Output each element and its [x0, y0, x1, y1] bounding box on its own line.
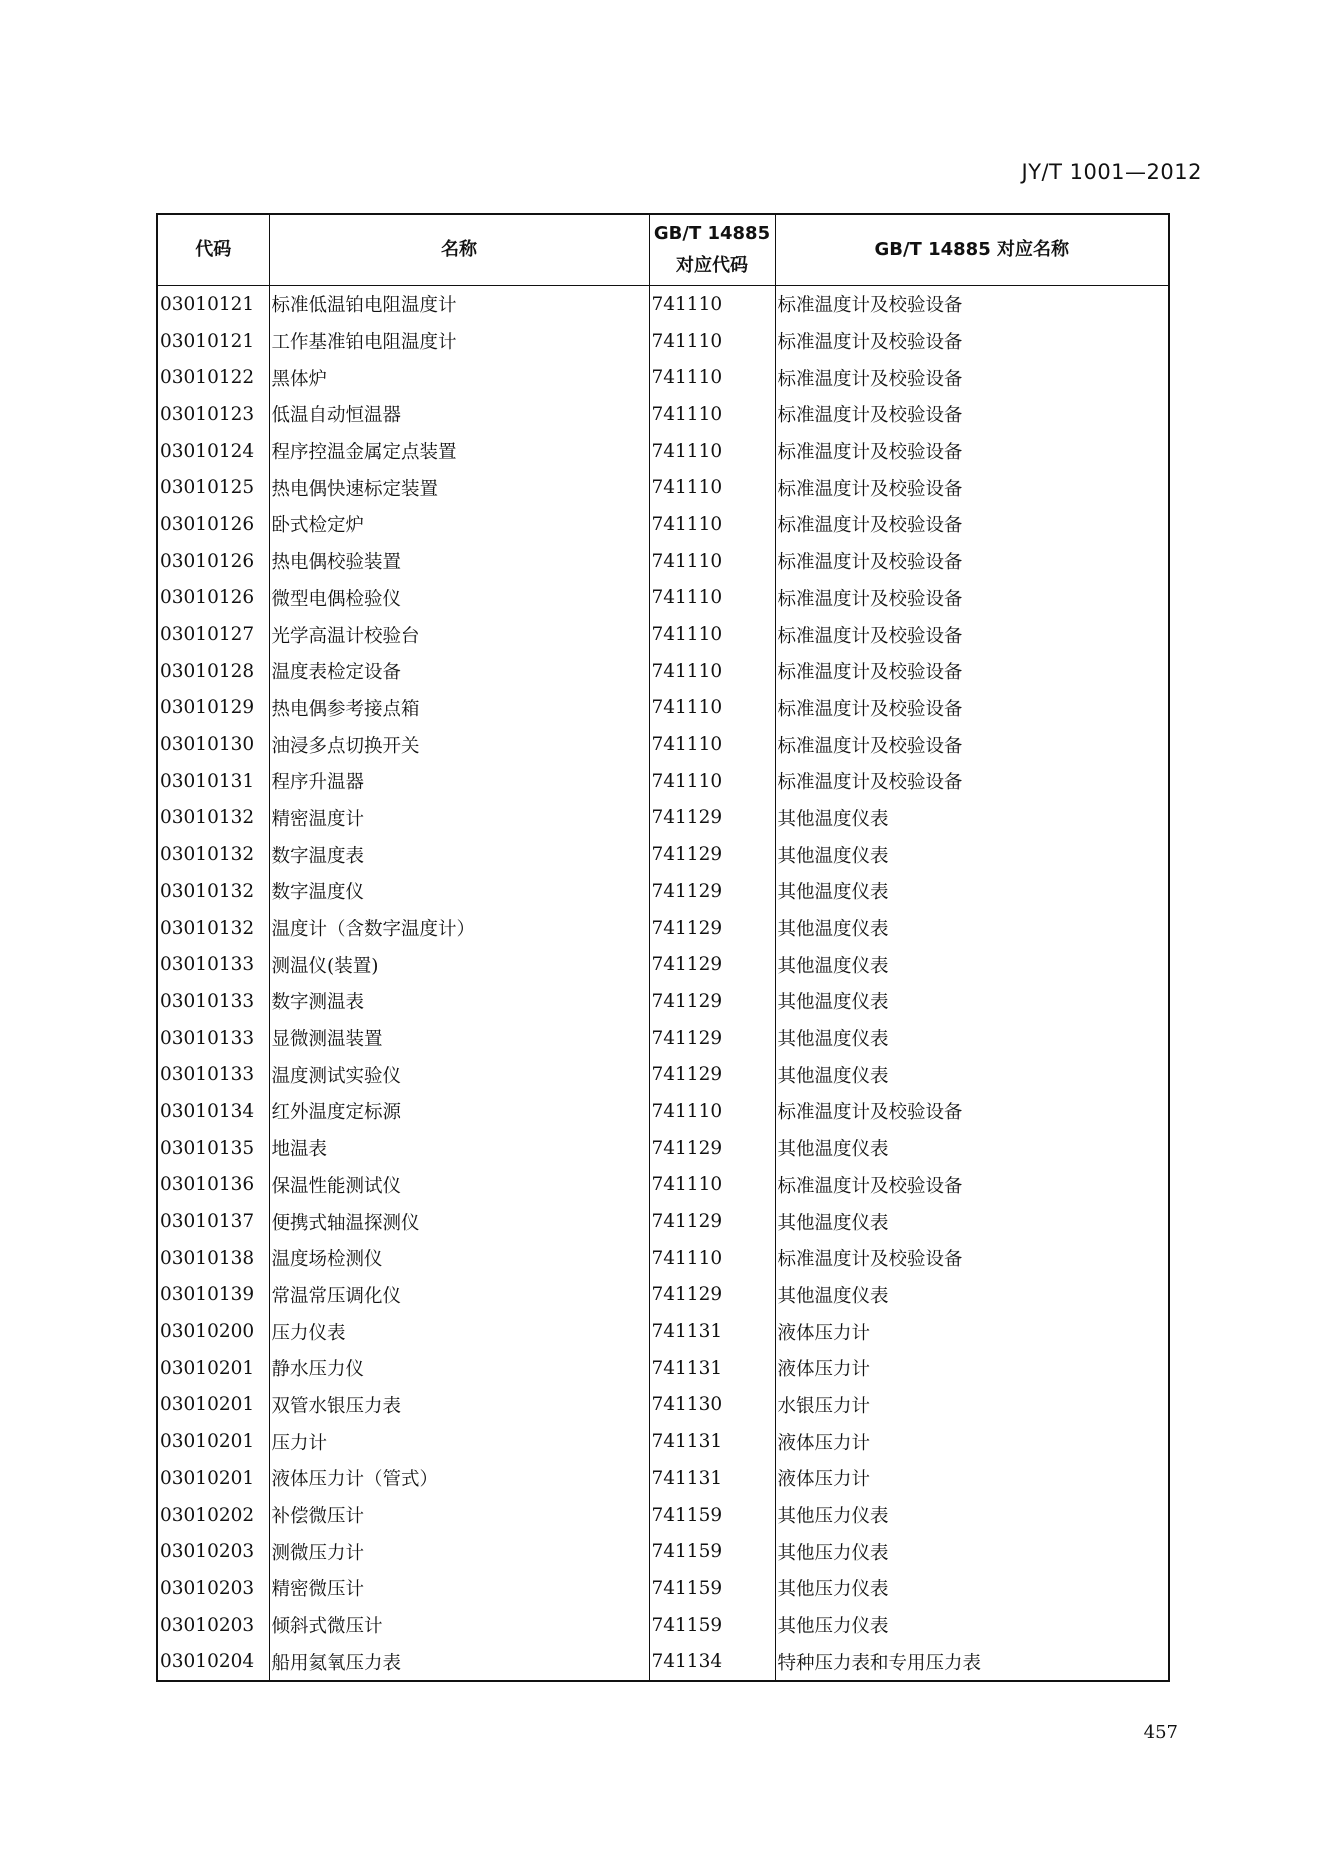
cell-name: 温度计（含数字温度计）	[269, 910, 649, 947]
cell-name: 工作基准铂电阻温度计	[269, 323, 649, 360]
table-body	[157, 286, 1169, 1682]
cell-name: 地温表	[269, 1130, 649, 1167]
table-row	[157, 1423, 1169, 1460]
table-row	[157, 763, 1169, 800]
cell-code: 03010121	[157, 286, 269, 323]
cell-gb-name: 标准温度计及校验设备	[775, 763, 1169, 800]
cell-name: 温度测试实验仪	[269, 1056, 649, 1093]
code-table	[156, 213, 1168, 1682]
cell-code: 03010128	[157, 653, 269, 690]
table-row	[157, 543, 1169, 580]
cell-gb-code: 741134	[649, 1643, 775, 1681]
table-row	[157, 580, 1169, 617]
table-row	[157, 1020, 1169, 1057]
cell-code: 03010204	[157, 1643, 269, 1681]
cell-gb-name: 其他温度仪表	[775, 1130, 1169, 1167]
cell-gb-code: 741110	[649, 1167, 775, 1204]
cell-gb-code: 741129	[649, 1020, 775, 1057]
table-row	[157, 1167, 1169, 1204]
cell-gb-code: 741110	[649, 433, 775, 470]
cell-name: 显微测温装置	[269, 1020, 649, 1057]
table-row	[157, 1570, 1169, 1607]
cell-gb-name: 其他温度仪表	[775, 946, 1169, 983]
table-row	[157, 506, 1169, 543]
table-row	[157, 396, 1169, 433]
table-row	[157, 800, 1169, 837]
cell-code: 03010134	[157, 1093, 269, 1130]
cell-gb-code: 741110	[649, 506, 775, 543]
cell-gb-name: 标准温度计及校验设备	[775, 1240, 1169, 1277]
cell-name: 数字温度表	[269, 836, 649, 873]
cell-name: 微型电偶检验仪	[269, 580, 649, 617]
table-row	[157, 1460, 1169, 1497]
cell-name: 精密微压计	[269, 1570, 649, 1607]
cell-gb-name: 液体压力计	[775, 1350, 1169, 1387]
table-row	[157, 910, 1169, 947]
cell-gb-name: 其他压力仪表	[775, 1607, 1169, 1644]
cell-code: 03010122	[157, 359, 269, 396]
cell-name: 船用氦氧压力表	[269, 1643, 649, 1681]
cell-gb-code: 741110	[649, 690, 775, 727]
cell-gb-code: 741129	[649, 1277, 775, 1314]
table-row	[157, 1350, 1169, 1387]
cell-name: 温度表检定设备	[269, 653, 649, 690]
cell-name: 精密温度计	[269, 800, 649, 837]
cell-gb-code: 741129	[649, 800, 775, 837]
cell-gb-code: 741131	[649, 1350, 775, 1387]
header-gb-code	[649, 214, 775, 286]
cell-name: 红外温度定标源	[269, 1093, 649, 1130]
cell-code: 03010138	[157, 1240, 269, 1277]
cell-gb-code: 741159	[649, 1533, 775, 1570]
table-row	[157, 616, 1169, 653]
cell-gb-code: 741110	[649, 616, 775, 653]
cell-gb-code: 741110	[649, 396, 775, 433]
cell-gb-name: 其他温度仪表	[775, 1056, 1169, 1093]
cell-gb-code: 741159	[649, 1570, 775, 1607]
table-row	[157, 1607, 1169, 1644]
cell-name: 保温性能测试仪	[269, 1167, 649, 1204]
cell-gb-name: 标准温度计及校验设备	[775, 396, 1169, 433]
cell-gb-code: 741110	[649, 469, 775, 506]
cell-gb-code: 741159	[649, 1607, 775, 1644]
cell-name: 黑体炉	[269, 359, 649, 396]
cell-gb-name: 标准温度计及校验设备	[775, 653, 1169, 690]
cell-gb-name: 标准温度计及校验设备	[775, 1093, 1169, 1130]
cell-code: 03010201	[157, 1423, 269, 1460]
cell-name: 卧式检定炉	[269, 506, 649, 543]
cell-code: 03010127	[157, 616, 269, 653]
cell-gb-name: 其他温度仪表	[775, 983, 1169, 1020]
cell-gb-name: 其他温度仪表	[775, 836, 1169, 873]
cell-gb-code: 741110	[649, 653, 775, 690]
cell-gb-name: 其他压力仪表	[775, 1497, 1169, 1534]
cell-code: 03010132	[157, 910, 269, 947]
cell-gb-code: 741110	[649, 763, 775, 800]
cell-code: 03010203	[157, 1533, 269, 1570]
table-row	[157, 1203, 1169, 1240]
cell-code: 03010131	[157, 763, 269, 800]
cell-gb-name: 标准温度计及校验设备	[775, 506, 1169, 543]
cell-code: 03010201	[157, 1460, 269, 1497]
table-row	[157, 946, 1169, 983]
cell-code: 03010121	[157, 323, 269, 360]
cell-code: 03010126	[157, 580, 269, 617]
cell-gb-code: 741110	[649, 726, 775, 763]
cell-code: 03010133	[157, 946, 269, 983]
cell-gb-name: 液体压力计	[775, 1423, 1169, 1460]
cell-name: 程序升温器	[269, 763, 649, 800]
cell-code: 03010126	[157, 543, 269, 580]
header-gb-name: GB/T 14885 对应名称	[775, 214, 1169, 286]
header-name: 名称	[269, 214, 649, 286]
cell-gb-code: 741130	[649, 1387, 775, 1424]
cell-code: 03010133	[157, 1020, 269, 1057]
standard-code: JY/T 1001—2012	[1021, 160, 1202, 184]
cell-code: 03010132	[157, 873, 269, 910]
table-row	[157, 690, 1169, 727]
table-row	[157, 653, 1169, 690]
cell-gb-name: 标准温度计及校验设备	[775, 690, 1169, 727]
cell-gb-code: 741129	[649, 910, 775, 947]
cell-name: 数字温度仪	[269, 873, 649, 910]
table-row	[157, 726, 1169, 763]
cell-gb-code: 741110	[649, 1240, 775, 1277]
cell-gb-name: 标准温度计及校验设备	[775, 359, 1169, 396]
table-row	[157, 836, 1169, 873]
cell-gb-code: 741159	[649, 1497, 775, 1534]
cell-gb-name: 其他温度仪表	[775, 1277, 1169, 1314]
cell-code: 03010129	[157, 690, 269, 727]
header-gb-code-line1: GB/T 14885	[653, 223, 771, 244]
cell-code: 03010125	[157, 469, 269, 506]
cell-gb-name: 标准温度计及校验设备	[775, 286, 1169, 323]
cell-name: 常温常压调化仪	[269, 1277, 649, 1314]
cell-name: 标准低温铂电阻温度计	[269, 286, 649, 323]
cell-code: 03010133	[157, 1056, 269, 1093]
cell-code: 03010124	[157, 433, 269, 470]
table-header-row	[157, 214, 1169, 286]
cell-gb-name: 特种压力表和专用压力表	[775, 1643, 1169, 1681]
cell-name: 静水压力仪	[269, 1350, 649, 1387]
cell-code: 03010132	[157, 836, 269, 873]
cell-code: 03010135	[157, 1130, 269, 1167]
cell-code: 03010123	[157, 396, 269, 433]
cell-name: 测温仪(装置)	[269, 946, 649, 983]
table-row	[157, 433, 1169, 470]
table-row	[157, 1056, 1169, 1093]
cell-gb-name: 其他温度仪表	[775, 1020, 1169, 1057]
cell-name: 光学高温计校验台	[269, 616, 649, 653]
cell-gb-code: 741131	[649, 1313, 775, 1350]
cell-name: 压力仪表	[269, 1313, 649, 1350]
table-row	[157, 1093, 1169, 1130]
table-row	[157, 983, 1169, 1020]
cell-code: 03010132	[157, 800, 269, 837]
cell-name: 测微压力计	[269, 1533, 649, 1570]
cell-name: 温度场检测仪	[269, 1240, 649, 1277]
cell-gb-code: 741129	[649, 1130, 775, 1167]
cell-gb-name: 标准温度计及校验设备	[775, 726, 1169, 763]
cell-code: 03010201	[157, 1387, 269, 1424]
cell-gb-code: 741131	[649, 1460, 775, 1497]
cell-gb-name: 液体压力计	[775, 1460, 1169, 1497]
cell-gb-name: 其他温度仪表	[775, 910, 1169, 947]
cell-name: 热电偶快速标定装置	[269, 469, 649, 506]
cell-name: 油浸多点切换开关	[269, 726, 649, 763]
cell-gb-name: 标准温度计及校验设备	[775, 580, 1169, 617]
header-gb-code-line2: 对应代码	[676, 255, 748, 276]
cell-code: 03010200	[157, 1313, 269, 1350]
cell-code: 03010203	[157, 1570, 269, 1607]
cell-gb-code: 741129	[649, 873, 775, 910]
cell-name: 倾斜式微压计	[269, 1607, 649, 1644]
cell-code: 03010203	[157, 1607, 269, 1644]
page-number: 457	[1143, 1722, 1178, 1743]
table-row	[157, 1130, 1169, 1167]
cell-code: 03010202	[157, 1497, 269, 1534]
table-row	[157, 359, 1169, 396]
cell-name: 低温自动恒温器	[269, 396, 649, 433]
table-row	[157, 1533, 1169, 1570]
cell-gb-name: 其他压力仪表	[775, 1570, 1169, 1607]
cell-gb-code: 741129	[649, 836, 775, 873]
cell-gb-code: 741110	[649, 543, 775, 580]
cell-gb-name: 其他温度仪表	[775, 1203, 1169, 1240]
cell-code: 03010201	[157, 1350, 269, 1387]
cell-gb-name: 标准温度计及校验设备	[775, 469, 1169, 506]
cell-gb-code: 741129	[649, 946, 775, 983]
cell-code: 03010137	[157, 1203, 269, 1240]
table-row	[157, 1497, 1169, 1534]
cell-gb-code: 741110	[649, 286, 775, 323]
cell-name: 液体压力计（管式）	[269, 1460, 649, 1497]
cell-gb-name: 标准温度计及校验设备	[775, 616, 1169, 653]
cell-gb-name: 标准温度计及校验设备	[775, 543, 1169, 580]
cell-gb-code: 741110	[649, 323, 775, 360]
cell-gb-code: 741131	[649, 1423, 775, 1460]
cell-name: 热电偶参考接点箱	[269, 690, 649, 727]
cell-gb-code: 741110	[649, 359, 775, 396]
table-row	[157, 1387, 1169, 1424]
cell-name: 补偿微压计	[269, 1497, 649, 1534]
table-row	[157, 1313, 1169, 1350]
cell-code: 03010130	[157, 726, 269, 763]
cell-name: 程序控温金属定点装置	[269, 433, 649, 470]
table-row	[157, 1643, 1169, 1681]
header-code: 代码	[157, 214, 269, 286]
cell-code: 03010136	[157, 1167, 269, 1204]
cell-name: 便携式轴温探测仪	[269, 1203, 649, 1240]
table-row	[157, 323, 1169, 360]
cell-gb-code: 741129	[649, 1056, 775, 1093]
cell-code: 03010126	[157, 506, 269, 543]
table-row	[157, 873, 1169, 910]
cell-name: 数字测温表	[269, 983, 649, 1020]
cell-code: 03010133	[157, 983, 269, 1020]
cell-name: 双管水银压力表	[269, 1387, 649, 1424]
cell-code: 03010139	[157, 1277, 269, 1314]
cell-gb-name: 水银压力计	[775, 1387, 1169, 1424]
cell-name: 热电偶校验装置	[269, 543, 649, 580]
table-row	[157, 1277, 1169, 1314]
table-row	[157, 1240, 1169, 1277]
cell-gb-name: 标准温度计及校验设备	[775, 323, 1169, 360]
cell-gb-name: 其他温度仪表	[775, 800, 1169, 837]
cell-gb-code: 741129	[649, 1203, 775, 1240]
cell-name: 压力计	[269, 1423, 649, 1460]
table-row	[157, 469, 1169, 506]
cell-gb-name: 标准温度计及校验设备	[775, 433, 1169, 470]
cell-gb-name: 液体压力计	[775, 1313, 1169, 1350]
cell-gb-code: 741129	[649, 983, 775, 1020]
cell-gb-name: 其他压力仪表	[775, 1533, 1169, 1570]
cell-gb-code: 741110	[649, 1093, 775, 1130]
cell-gb-code: 741110	[649, 580, 775, 617]
table-row	[157, 286, 1169, 323]
cell-gb-name: 标准温度计及校验设备	[775, 1167, 1169, 1204]
cell-gb-name: 其他温度仪表	[775, 873, 1169, 910]
